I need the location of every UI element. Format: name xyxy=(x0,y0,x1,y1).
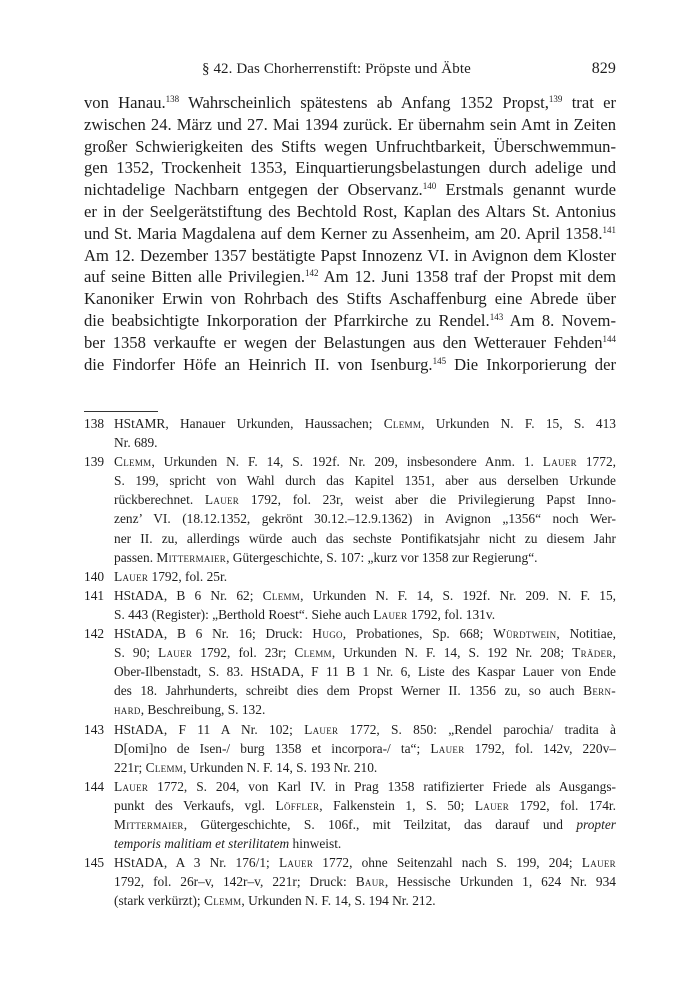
text-run: , Hessische Urkunden 1, 624 Nr. 934 xyxy=(384,874,616,890)
text-run: 1792, fol. 26r–v, 142r–v, 221r; Druck: xyxy=(114,874,356,890)
footnote xyxy=(84,586,616,624)
footnote xyxy=(84,567,616,586)
footnote-number: 139 xyxy=(84,454,105,470)
text-run: des 18. Jahrhunderts, schreibt dies dem Propst Werner II. 1356 zu, so auch xyxy=(114,683,584,699)
text-line xyxy=(84,266,616,288)
text-run: S. 443 (Register): „Berthold Roest“. Siehe auch xyxy=(114,606,374,622)
text-run: , Beschreibung, S. 132. xyxy=(140,702,266,718)
footnote-number: 141 xyxy=(84,587,105,603)
text-run: hinweist. xyxy=(289,836,342,852)
text-line xyxy=(84,92,616,114)
text-line xyxy=(114,834,616,853)
latin-quote: propter xyxy=(576,816,616,832)
text-run: rückberechnet. xyxy=(114,492,205,508)
footnote-number: 140 xyxy=(84,568,105,584)
text-run: Am 8. Novem- xyxy=(503,310,616,330)
text-run: ber 1358 verkaufte er wegen der Belastungen aus den Wetterauer Fehden xyxy=(84,332,603,352)
text-line xyxy=(84,223,616,245)
footnote xyxy=(84,853,616,910)
text-line xyxy=(84,114,616,136)
text-run: und St. Maria Magdalena auf dem Kerner zu Assenheim, am 20. April 1358. xyxy=(84,223,603,243)
text-line xyxy=(114,414,616,433)
author-name: Lauer xyxy=(373,606,408,622)
text-run: trat er xyxy=(562,93,616,112)
footnote xyxy=(84,777,616,853)
text-run: 1792, fol. 142v, 220v– xyxy=(464,740,616,756)
text-run: (stark verkürzt); xyxy=(114,893,204,909)
author-name: Baur xyxy=(355,874,385,890)
text-run: , Urkunden N. F. 14, S. 194 Nr. 212. xyxy=(241,893,436,909)
author-name: Lauer xyxy=(542,454,577,470)
author-name: Hugo xyxy=(312,626,343,642)
author-name: Löffler xyxy=(275,797,320,813)
footnote-reference: 142 xyxy=(305,268,319,279)
footnote xyxy=(84,720,616,777)
text-line xyxy=(114,433,616,452)
footnote-reference: 144 xyxy=(602,333,616,344)
text-run: , Urkunden N. F. 14, S. 193 Nr. 210. xyxy=(183,759,378,775)
author-name: Clemm xyxy=(114,454,152,470)
text-line xyxy=(114,681,616,700)
author-name: Lauer xyxy=(430,740,465,756)
text-run: 1772, S. 204, von Karl IV. in Prag 1358 ratifizierter Friede als Ausgangs- xyxy=(148,778,616,794)
footnote-separator xyxy=(84,411,158,412)
author-name: Lauer xyxy=(304,721,339,737)
footnote-reference: 140 xyxy=(422,181,437,192)
text-run: nichtadelige Nachbarn entgegen der Observanz. xyxy=(84,180,423,200)
text-run: gen 1352, Trockenheit 1353, Einquartierungsbelastungen durch adelige und xyxy=(84,158,616,178)
text-run: Kanoniker Erwin von Rohrbach des Stifts Aschaffenburg eine Abrede über xyxy=(84,289,616,309)
footnote-number: 145 xyxy=(84,855,105,871)
text-run: , Urkunden N. F. 14, S. 192f. Nr. 209, insbesondere Anm. 1. xyxy=(151,454,543,470)
text-run: 221r; xyxy=(114,759,146,775)
text-line xyxy=(114,720,616,739)
text-run: , Urkunden N. F. 15, S. 413 xyxy=(421,416,616,431)
text-line xyxy=(114,777,616,796)
author-name: hard xyxy=(114,702,141,718)
text-line xyxy=(84,288,616,310)
text-run: zenz’ VI. (18.12.1352, gekrönt 30.12.–12.9.1362) in Avignon „1356“ noch Wer- xyxy=(114,511,616,527)
author-name: Mittermaier xyxy=(114,816,184,832)
text-line xyxy=(84,310,616,332)
text-run: HStADA, F 11 A Nr. 102; xyxy=(114,721,305,737)
text-line xyxy=(84,245,616,267)
text-run: S. 90; xyxy=(114,645,159,661)
text-run: 1792, fol. 23r; xyxy=(192,645,295,661)
footnote-number: 138 xyxy=(84,416,105,431)
footnote xyxy=(84,624,616,719)
text-run: Ober-Ilbenstadt, S. 83. HStADA, F 11 B 1 Nr. 6, Liste des Kaspar Lauer von Ende xyxy=(114,664,616,680)
text-line xyxy=(84,157,616,179)
footnote xyxy=(84,414,616,452)
text-run: Am 12. Juni 1358 traf der Propst mit dem xyxy=(318,267,617,287)
text-run: , xyxy=(612,645,617,661)
footnote-reference: 145 xyxy=(432,355,447,366)
author-name: Lauer xyxy=(581,855,616,871)
text-line xyxy=(114,815,616,834)
footnote-reference: 141 xyxy=(602,224,616,235)
text-line xyxy=(114,662,616,681)
text-line xyxy=(114,758,616,777)
text-line xyxy=(114,796,616,815)
text-run: auf seine Bitten alle Privilegien. xyxy=(84,267,306,287)
text-run: 1792, fol. 131v. xyxy=(407,606,496,622)
footnote xyxy=(84,452,616,567)
text-line xyxy=(84,201,616,223)
author-name: Lauer xyxy=(114,568,149,584)
text-line xyxy=(114,605,616,624)
text-run: er in der Seelgerätstiftung des Bechtold Rost, Kaplan des Altars St. Antonius xyxy=(84,201,616,221)
text-run: , Falkenstein 1, S. 50; xyxy=(319,797,475,813)
text-run: Wahrscheinlich spätestens ab Anfang 1352 Propst, xyxy=(179,93,549,112)
text-run: HStADA, B 6 Nr. 62; xyxy=(114,587,263,603)
text-run: D[omi]no de Isen-/ burg 1358 et incorpora-/ ta“; xyxy=(114,740,431,756)
text-run: 1772, ohne Seitenzahl nach S. 199, 204; xyxy=(313,855,582,871)
text-line xyxy=(114,471,616,490)
text-run: , Gütergeschichte, S. 107: „kurz vor 1358 zur Regierung“. xyxy=(226,549,538,565)
text-run: 1772, S. 850: „Rendel parochia/ tradita à xyxy=(338,721,617,737)
author-name: Mittermaier xyxy=(156,549,227,565)
running-title: § 42. Das Chorherrenstift: Pröpste und Äbte xyxy=(202,61,471,77)
text-run: Am 12. Dezember 1357 bestätigte Papst Innozenz VI. in Avignon dem Kloster xyxy=(84,245,616,265)
text-run: , Notitiae, xyxy=(556,626,616,642)
text-run: , Gütergeschichte, S. 106f., mit Teilzitat, das darauf und xyxy=(183,816,577,832)
footnote-number: 142 xyxy=(84,626,105,642)
text-run: punkt des Verkaufs, vgl. xyxy=(114,797,276,813)
text-run: HStADA, A 3 Nr. 176/1; xyxy=(114,855,279,871)
text-line xyxy=(114,891,616,910)
text-run: 1792, fol. 174r. xyxy=(509,797,616,813)
author-name: Träder xyxy=(572,645,613,661)
text-run: HStAMR, Hanauer Urkunden, Haussachen; xyxy=(114,416,384,431)
text-run: 1792, fol. 25r. xyxy=(148,568,228,584)
author-name: Lauer xyxy=(158,645,193,661)
author-name: Lauer xyxy=(278,855,314,871)
author-name: Würdtwein xyxy=(493,626,557,642)
text-run: HStADA, B 6 Nr. 16; Druck: xyxy=(114,626,313,642)
text-line xyxy=(114,872,616,891)
text-line xyxy=(114,548,616,567)
text-line xyxy=(114,700,616,719)
text-run: Nr. 689. xyxy=(114,435,158,451)
author-name: Lauer xyxy=(204,492,240,508)
text-run: 1792, fol. 23r, weist aber die Privilegierung Papst Inno- xyxy=(239,492,616,508)
text-run: S. 199, spricht von Wahl durch das Kapitel 1351, aber aus derselben Urkunde xyxy=(114,473,616,489)
footnote-number: 144 xyxy=(84,778,105,794)
text-run: Erstmals genannt wurde xyxy=(436,180,616,200)
text-run: Die Inkorporierung der xyxy=(446,354,616,374)
footnote-reference: 139 xyxy=(548,94,563,104)
footnote-reference: 143 xyxy=(489,311,504,322)
text-run: die Findorfer Höfe an Heinrich II. von Isenburg. xyxy=(84,354,433,374)
text-line xyxy=(114,624,616,643)
footnote-reference: 138 xyxy=(165,94,180,104)
main-text xyxy=(84,92,616,375)
text-line xyxy=(84,136,616,158)
text-run: passen. xyxy=(114,549,157,565)
footnote-number: 143 xyxy=(84,721,105,737)
author-name: Bern- xyxy=(583,683,616,699)
page-number: 829 xyxy=(591,60,616,77)
text-line xyxy=(114,643,616,662)
text-run: von Hanau. xyxy=(84,93,166,112)
text-line xyxy=(114,509,616,528)
text-line xyxy=(114,853,616,872)
author-name: Clemm xyxy=(262,587,301,603)
footnotes xyxy=(84,414,616,910)
text-run: großer Schwierigkeiten des Stifts wegen Unfruchtbarkeit, Überschwemmun- xyxy=(84,136,616,156)
page-header xyxy=(84,58,616,82)
text-run: ner II. zu, allerdings würde auch das sechste Pontifikatsjahr nicht zu diesem Jahr xyxy=(114,530,616,546)
author-name: Clemm xyxy=(203,893,242,909)
text-run: 1772, xyxy=(576,454,616,470)
text-line xyxy=(114,586,616,605)
author-name: Clemm xyxy=(145,759,184,775)
text-line xyxy=(84,179,616,201)
author-name: Lauer xyxy=(474,797,509,813)
author-name: Lauer xyxy=(114,778,149,794)
text-run: zwischen 24. März und 27. Mai 1394 zurück. Er übernahm sein Amt in Zeiten xyxy=(84,114,616,134)
text-run: , Urkunden N. F. 14, S. 192f. Nr. 209. N. F. 15, xyxy=(300,587,616,603)
text-line xyxy=(114,739,616,758)
author-name: Clemm xyxy=(383,416,422,431)
text-line xyxy=(114,529,616,548)
text-run: , Urkunden N. F. 14, S. 192 Nr. 208; xyxy=(331,645,573,661)
author-name: Clemm xyxy=(294,645,332,661)
text-line xyxy=(114,567,616,586)
text-run: die beabsichtigte Inkorporation der Pfarrkirche zu Rendel. xyxy=(84,310,490,330)
latin-quote: temporis malitiam et sterilitatem xyxy=(114,836,290,852)
text-run: , Probationes, Sp. 668; xyxy=(342,626,494,642)
text-line xyxy=(114,452,616,471)
text-line xyxy=(114,490,616,509)
text-line xyxy=(84,354,616,376)
text-line xyxy=(84,332,616,354)
